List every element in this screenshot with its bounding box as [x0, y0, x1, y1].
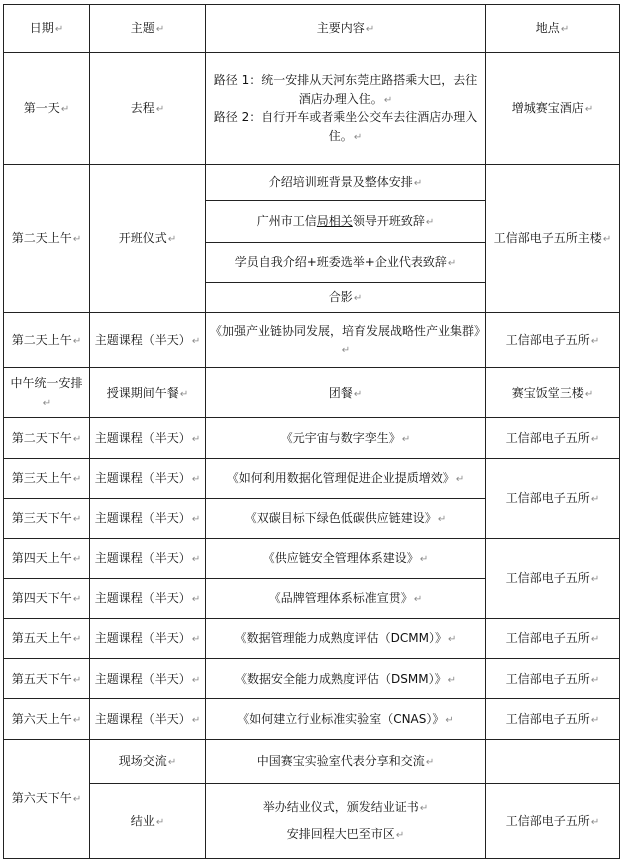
row-location: 工信部电子五所↵: [486, 619, 620, 659]
row-location: 工信部电子五所↵: [486, 783, 620, 858]
table-row: [4, 783, 620, 858]
row-content: 《元宇宙与数字孪生》↵: [206, 418, 486, 458]
row-date: 第一天↵: [4, 53, 90, 164]
row-date: 第二天上午↵: [4, 164, 90, 313]
row-date: 第六天上午↵: [4, 699, 90, 739]
row-topic: 主题课程（半天）↵: [90, 498, 206, 538]
row-content: 《供应链安全管理体系建设》↵: [206, 538, 486, 578]
header-topic: 主题↵: [90, 5, 206, 53]
row-topic: 主题课程（半天）↵: [90, 418, 206, 458]
row-content-item: 学员自我介绍+班委选举+企业代表致辞↵: [206, 242, 486, 282]
row-topic: 主题课程（半天）↵: [90, 538, 206, 578]
route-2-text: 路径 2：自行开车或者乘坐公交车去往酒店办理入住。↵: [213, 110, 478, 143]
row-date: 第三天下午↵: [4, 498, 90, 538]
table-row: [4, 368, 620, 418]
row-topic: 结业↵: [90, 783, 206, 858]
row-location: 工信部电子五所↵: [486, 659, 620, 699]
row-date: 第五天上午↵: [4, 619, 90, 659]
row-content-item: 合影↵: [206, 282, 486, 312]
row-content: 《加强产业链协同发展，培育发展战略性产业集群》↵: [206, 313, 486, 368]
row-date: 第四天下午↵: [4, 578, 90, 618]
table-row: [4, 53, 620, 164]
row-topic: 主题课程（半天）↵: [90, 619, 206, 659]
row-date: 第二天下午↵: [4, 418, 90, 458]
row-location: 赛宝饭堂三楼↵: [486, 368, 620, 418]
row-location: 工信部电子五所主楼↵: [486, 164, 620, 313]
header-content: 主要内容↵: [206, 5, 486, 53]
row-topic: 主题课程（半天）↵: [90, 578, 206, 618]
closing-ceremony-text: 举办结业仪式，颁发结业证书↵: [262, 800, 429, 815]
row-topic: 主题课程（半天）↵: [90, 458, 206, 498]
route-1-text: 路径 1：统一安排从天河东莞庄路搭乘大巴，去往酒店办理入住。↵: [213, 73, 478, 106]
table-row: [4, 458, 620, 498]
row-topic: 去程↵: [90, 53, 206, 164]
row-topic: 主题课程（半天）↵: [90, 659, 206, 699]
table-row: [4, 659, 620, 699]
row-content: 《数据管理能力成熟度评估（DCMM）》↵: [206, 619, 486, 659]
row-location-empty: [486, 739, 620, 783]
row-content: 《数据安全能力成熟度评估（DSMM）》↵: [206, 659, 486, 699]
row-location: 增城赛宝酒店↵: [486, 53, 620, 164]
row-date: 中午统一安排↵: [4, 368, 90, 418]
row-date: 第五天下午↵: [4, 659, 90, 699]
row-date: 第二天上午↵: [4, 313, 90, 368]
row-topic: 开班仪式↵: [90, 164, 206, 313]
table-row: [4, 739, 620, 783]
row-topic: 现场交流↵: [90, 739, 206, 783]
table-row: [4, 619, 620, 659]
row-location: 工信部电子五所↵: [486, 418, 620, 458]
table-row: [4, 313, 620, 368]
row-content: [206, 783, 486, 858]
row-content: 《品牌管理体系标准宣贯》↵: [206, 578, 486, 618]
row-content: 《如何建立行业标准实验室（CNAS）》↵: [206, 699, 486, 739]
table-row: [4, 699, 620, 739]
row-content: 《如何利用数据化管理促进企业提质增效》↵: [206, 458, 486, 498]
table-row: [4, 538, 620, 578]
table-header-row: [4, 5, 620, 53]
row-topic: 主题课程（半天）↵: [90, 313, 206, 368]
row-date: 第三天上午↵: [4, 458, 90, 498]
header-date: 日期↵: [4, 5, 90, 53]
return-bus-text: 安排回程大巴至市区↵: [286, 826, 405, 841]
row-content: 《双碳目标下绿色低碳供应链建设》↵: [206, 498, 486, 538]
row-content: 团餐↵: [206, 368, 486, 418]
header-location: 地点↵: [486, 5, 620, 53]
schedule-table: [3, 4, 620, 859]
table-row: [4, 418, 620, 458]
row-topic: 授课期间午餐↵: [90, 368, 206, 418]
row-location: 工信部电子五所↵: [486, 538, 620, 618]
row-location: 工信部电子五所↵: [486, 699, 620, 739]
row-date: 第四天上午↵: [4, 538, 90, 578]
table-row: [4, 164, 620, 200]
row-content-item: 广州市工信局相关领导开班致辞↵: [206, 200, 486, 242]
row-content: [206, 53, 486, 164]
row-location: 工信部电子五所↵: [486, 458, 620, 538]
row-date: 第六天下午↵: [4, 739, 90, 858]
row-topic: 主题课程（半天）↵: [90, 699, 206, 739]
row-location: 工信部电子五所↵: [486, 313, 620, 368]
row-content-item: 介绍培训班背景及整体安排↵: [206, 164, 486, 200]
row-content: 中国赛宝实验室代表分享和交流↵: [206, 739, 486, 783]
